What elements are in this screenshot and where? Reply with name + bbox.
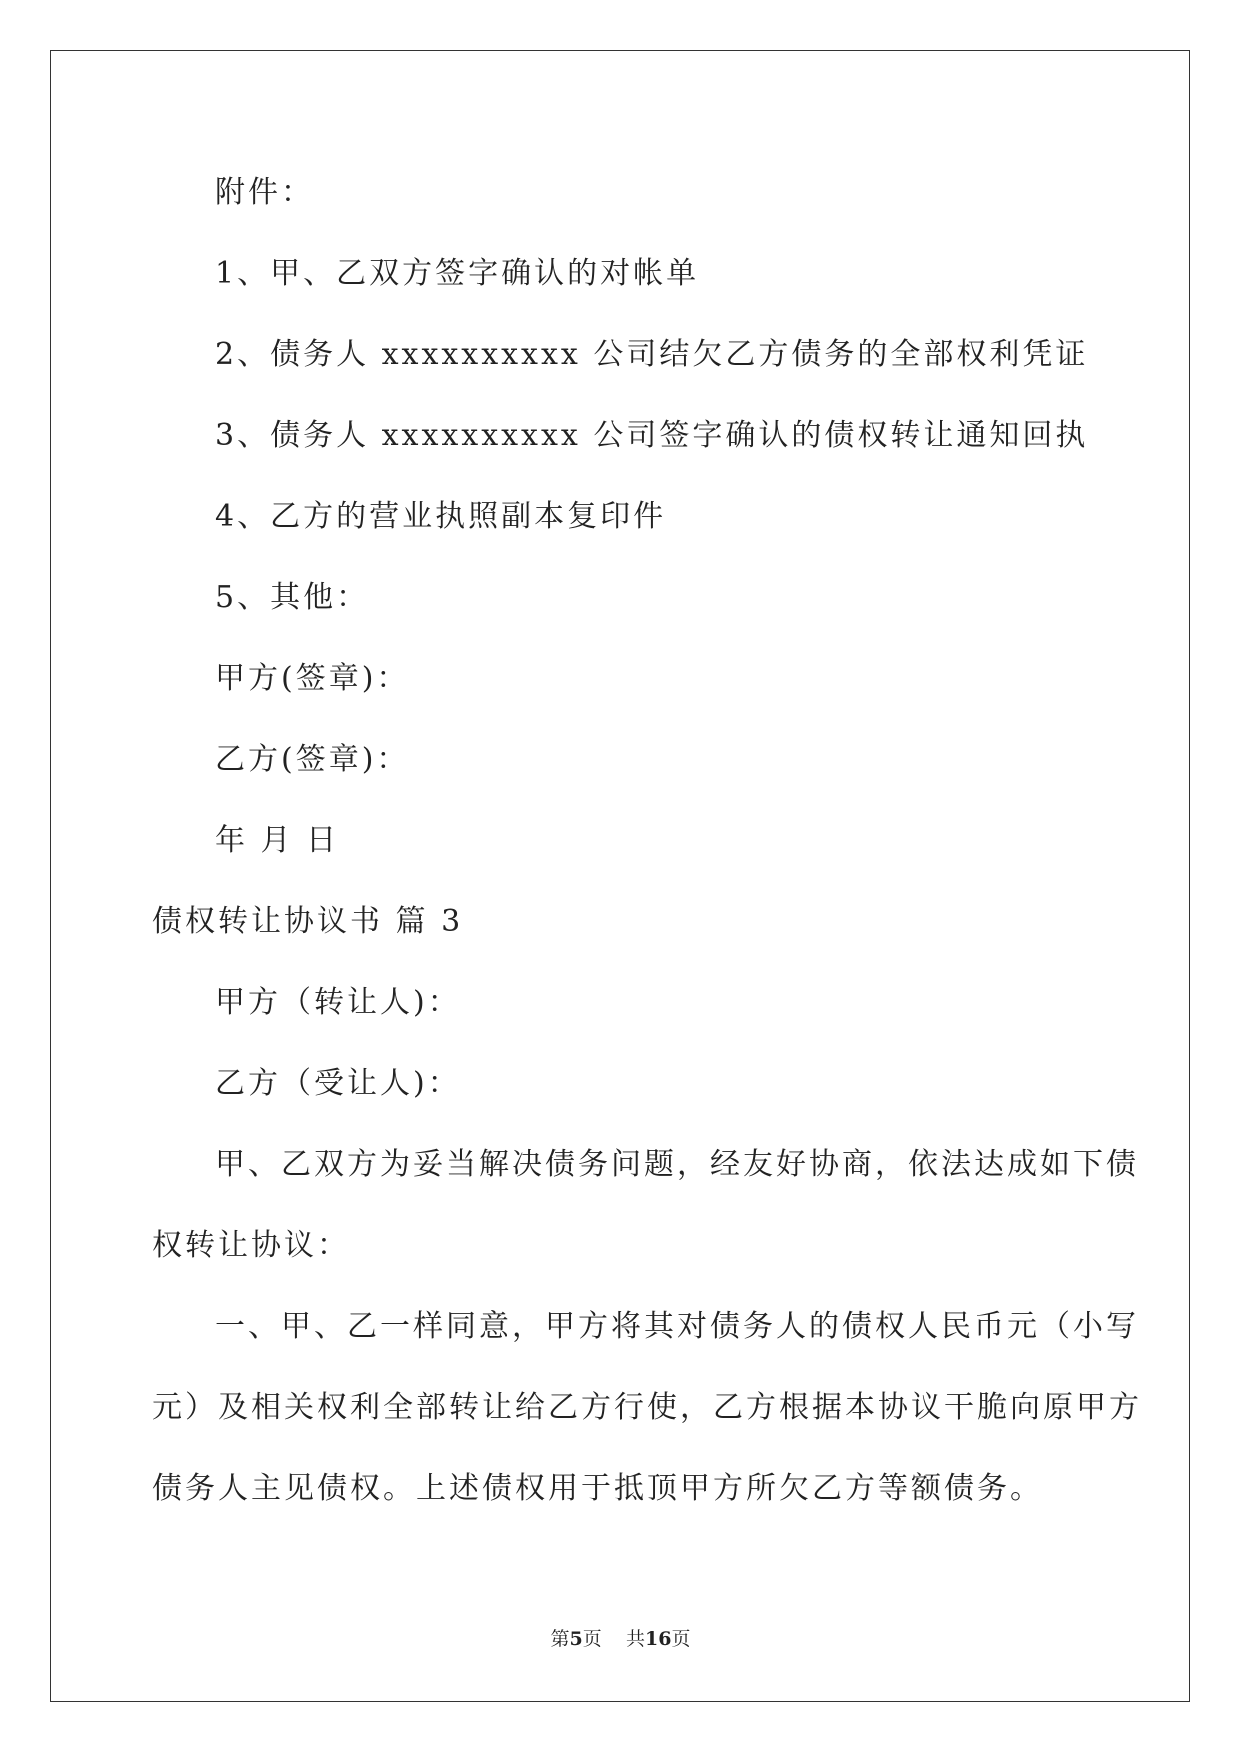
clause-1-line-1: 一、甲、乙一样同意，甲方将其对债务人的债权人民币元（小写 bbox=[215, 1309, 1139, 1344]
party-a-signature: 甲方(签章)： bbox=[215, 661, 410, 696]
attachment-heading: 附件： bbox=[215, 175, 314, 210]
footer-page-prefix: 第 bbox=[550, 1628, 570, 1650]
clause-1-line-2: 元）及相关权利全部转让给乙方行使，乙方根据本协议干脆向原甲方 bbox=[152, 1390, 1142, 1425]
party-b-transferee: 乙方（受让人)： bbox=[215, 1066, 461, 1101]
date-line: 年 月 日 bbox=[215, 823, 340, 858]
attachment-item-3: 3、债务人 xxxxxxxxxx 公司签字确认的债权转让通知回执 bbox=[215, 418, 1089, 453]
footer-page-number: 5 bbox=[569, 1628, 583, 1650]
attachment-item-1: 1、甲、乙双方签字确认的对帐单 bbox=[215, 256, 700, 291]
footer-total-prefix: 共 bbox=[625, 1628, 645, 1650]
paragraph-intro-line-2: 权转让协议： bbox=[152, 1228, 350, 1263]
section-title: 债权转让协议书 篇 3 bbox=[152, 904, 464, 939]
footer-total-suffix: 页 bbox=[671, 1628, 691, 1650]
paragraph-intro-line-1: 甲、乙双方为妥当解决债务问题，经友好协商，依法达成如下债 bbox=[215, 1147, 1139, 1182]
clause-1-line-3: 债务人主见债权。上述债权用于抵顶甲方所欠乙方等额债务。 bbox=[152, 1471, 1043, 1506]
attachment-item-5: 5、其他： bbox=[215, 580, 370, 615]
party-b-signature: 乙方(签章)： bbox=[215, 742, 410, 777]
page-border bbox=[50, 50, 1190, 1702]
footer-total-pages: 16 bbox=[644, 1628, 672, 1650]
attachment-item-2: 2、债务人 xxxxxxxxxx 公司结欠乙方债务的全部权利凭证 bbox=[215, 337, 1089, 372]
party-a-transferor: 甲方（转让人)： bbox=[215, 985, 461, 1020]
footer-page-suffix: 页 bbox=[582, 1628, 602, 1650]
attachment-item-4: 4、乙方的营业执照副本复印件 bbox=[215, 499, 667, 534]
page-footer bbox=[0, 1626, 1241, 1652]
